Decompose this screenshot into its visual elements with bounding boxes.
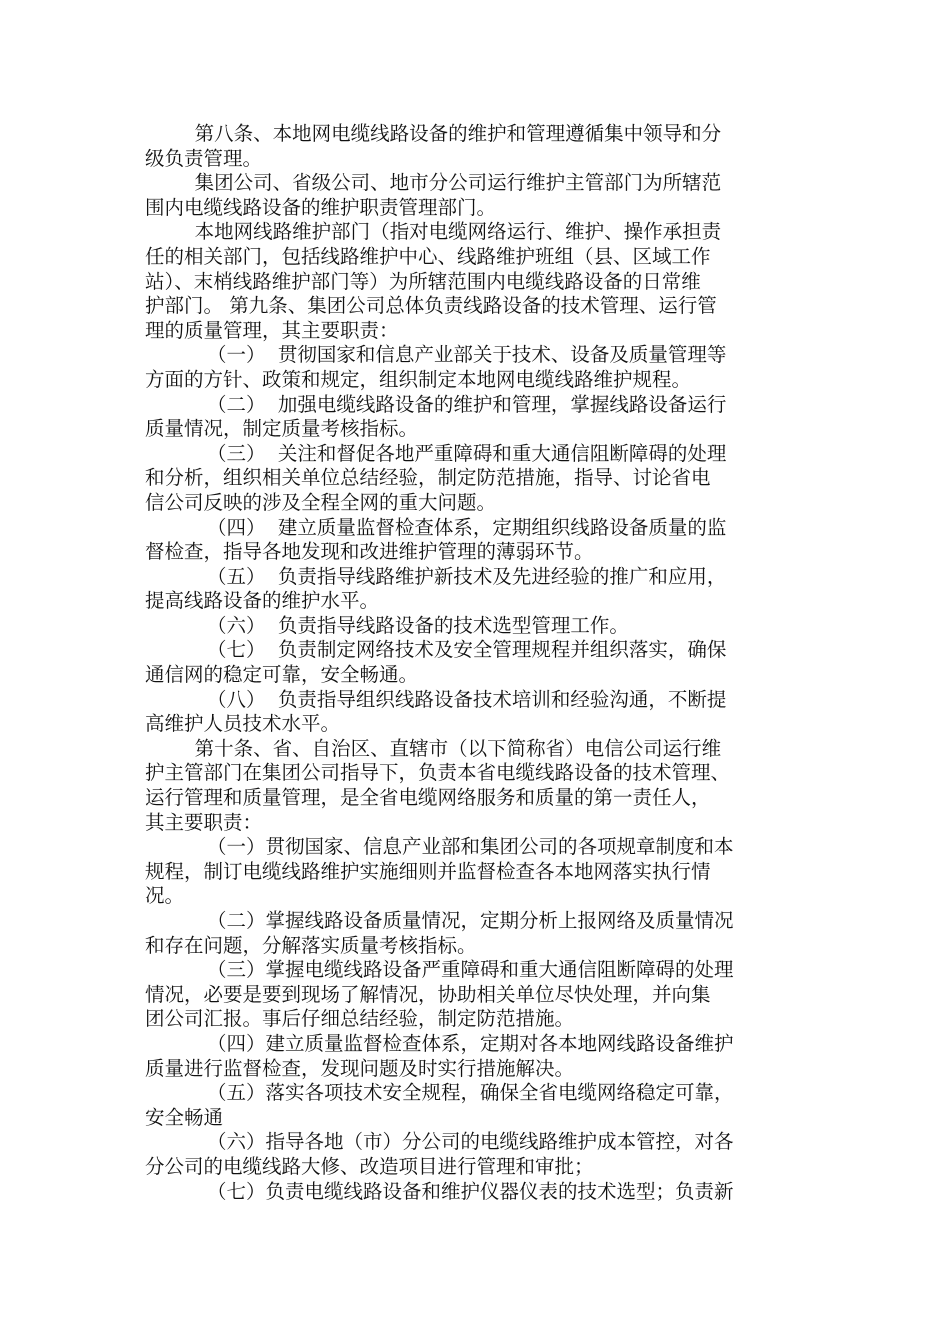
document-line: 信公司反映的涉及全程全网的重大问题。 [145, 490, 497, 514]
document-line: 理的质量管理，其主要职责： [145, 318, 399, 342]
document-line: 集团公司、省级公司、地市分公司运行维护主管部门为所辖范 [145, 171, 722, 195]
document-line: （八） 负责指导组织线路设备技术培训和经验沟通，不断提 [145, 687, 727, 711]
document-line: 质量情况，制定质量考核指标。 [145, 417, 419, 441]
document-line: 第十条、省、自治区、直辖市（以下简称省）电信公司运行维 [145, 736, 722, 760]
document-line: 分公司的电缆线路大修、改造项目进行管理和审批； [145, 1154, 594, 1178]
document-line: 方面的方针、政策和规定，组织制定本地网电缆线路维护规程。 [145, 367, 692, 391]
document-line: 和分析，组织相关单位总结经验，制定防范措施，指导、讨论省电 [145, 466, 711, 490]
document-line: 其主要职责： [145, 810, 263, 834]
document-line: 提高线路设备的维护水平。 [145, 589, 380, 613]
document-body [145, 122, 815, 1204]
document-line: （四） 建立质量监督检查体系，定期组织线路设备质量的监 [145, 515, 727, 539]
document-line: （七） 负责制定网络技术及安全管理规程并组织落实，确保 [145, 638, 727, 662]
document-line: 高维护人员技术水平。 [145, 712, 341, 736]
document-line: （五）落实各项技术安全规程，确保全省电缆网络稳定可靠， [145, 1081, 734, 1105]
document-line: （一） 贯彻国家和信息产业部关于技术、设备及质量管理等 [145, 343, 727, 367]
document-line: 任的相关部门，包括线路维护中心、线路维护班组（县、区域工作 [145, 244, 711, 268]
document-line: （五） 负责指导线路维护新技术及先进经验的推广和应用， [145, 564, 727, 588]
document-line: 围内电缆线路设备的维护职责管理部门。 [145, 195, 497, 219]
document-line: 安全畅通 [145, 1105, 224, 1129]
document-line: （六）指导各地（市）分公司的电缆线路维护成本管控，对各 [145, 1130, 734, 1154]
document-line: （二） 加强电缆线路设备的维护和管理，掌握线路设备运行 [145, 392, 727, 416]
document-line: 规程，制订电缆线路维护实施细则并监督检查各本地网落实执行情 [145, 859, 711, 883]
document-line: （三） 关注和督促各地严重障碍和重大通信阻断障碍的处理 [145, 441, 727, 465]
document-line: 况。 [145, 884, 185, 908]
document-line: （三）掌握电缆线路设备严重障碍和重大通信阻断障碍的处理 [145, 958, 734, 982]
document-line: 质量进行监督检查，发现问题及时实行措施解决。 [145, 1056, 575, 1080]
document-line: 第八条、本地网电缆线路设备的维护和管理遵循集中领导和分 [145, 122, 722, 145]
document-line: （七）负责电缆线路设备和维护仪器仪表的技术选型；负责新 [145, 1179, 734, 1203]
document-line: （六） 负责指导线路设备的技术选型管理工作。 [145, 613, 629, 637]
document-line: 情况，必要是要到现场了解情况，协助相关单位尽快处理，并向集 [145, 982, 711, 1006]
document-line: 运行管理和质量管理，是全省电缆网络服务和质量的第一责任人， [145, 786, 711, 810]
document-line: 通信网的稳定可靠，安全畅通。 [145, 663, 419, 687]
document-line: 级负责管理。 [145, 146, 263, 170]
document-line: 团公司汇报。事后仔细总结经验，制定防范措施。 [145, 1007, 575, 1031]
document-line: 本地网线路维护部门（指对电缆网络运行、维护、操作承担责 [145, 220, 722, 244]
document-line: （二）掌握线路设备质量情况，定期分析上报网络及质量情况 [145, 909, 734, 932]
document-line: 督检查，指导各地发现和改进维护管理的薄弱环节。 [145, 540, 594, 564]
document-line: （一）贯彻国家、信息产业部和集团公司的各项规章制度和本 [145, 835, 734, 859]
document-line: 和存在问题，分解落实质量考核指标。 [145, 933, 477, 957]
document-line: 护部门。 第九条、集团公司总体负责线路设备的技术管理、运行管 [145, 294, 717, 318]
document-line: 站）、末梢线路维护部门等）为所辖范围内电缆线路设备的日常维 [145, 269, 701, 293]
document-line: 护主管部门在集团公司指导下，负责本省电缆线路设备的技术管理、 [145, 761, 731, 785]
document-line: （四）建立质量监督检查体系，定期对各本地网线路设备维护 [145, 1031, 734, 1055]
